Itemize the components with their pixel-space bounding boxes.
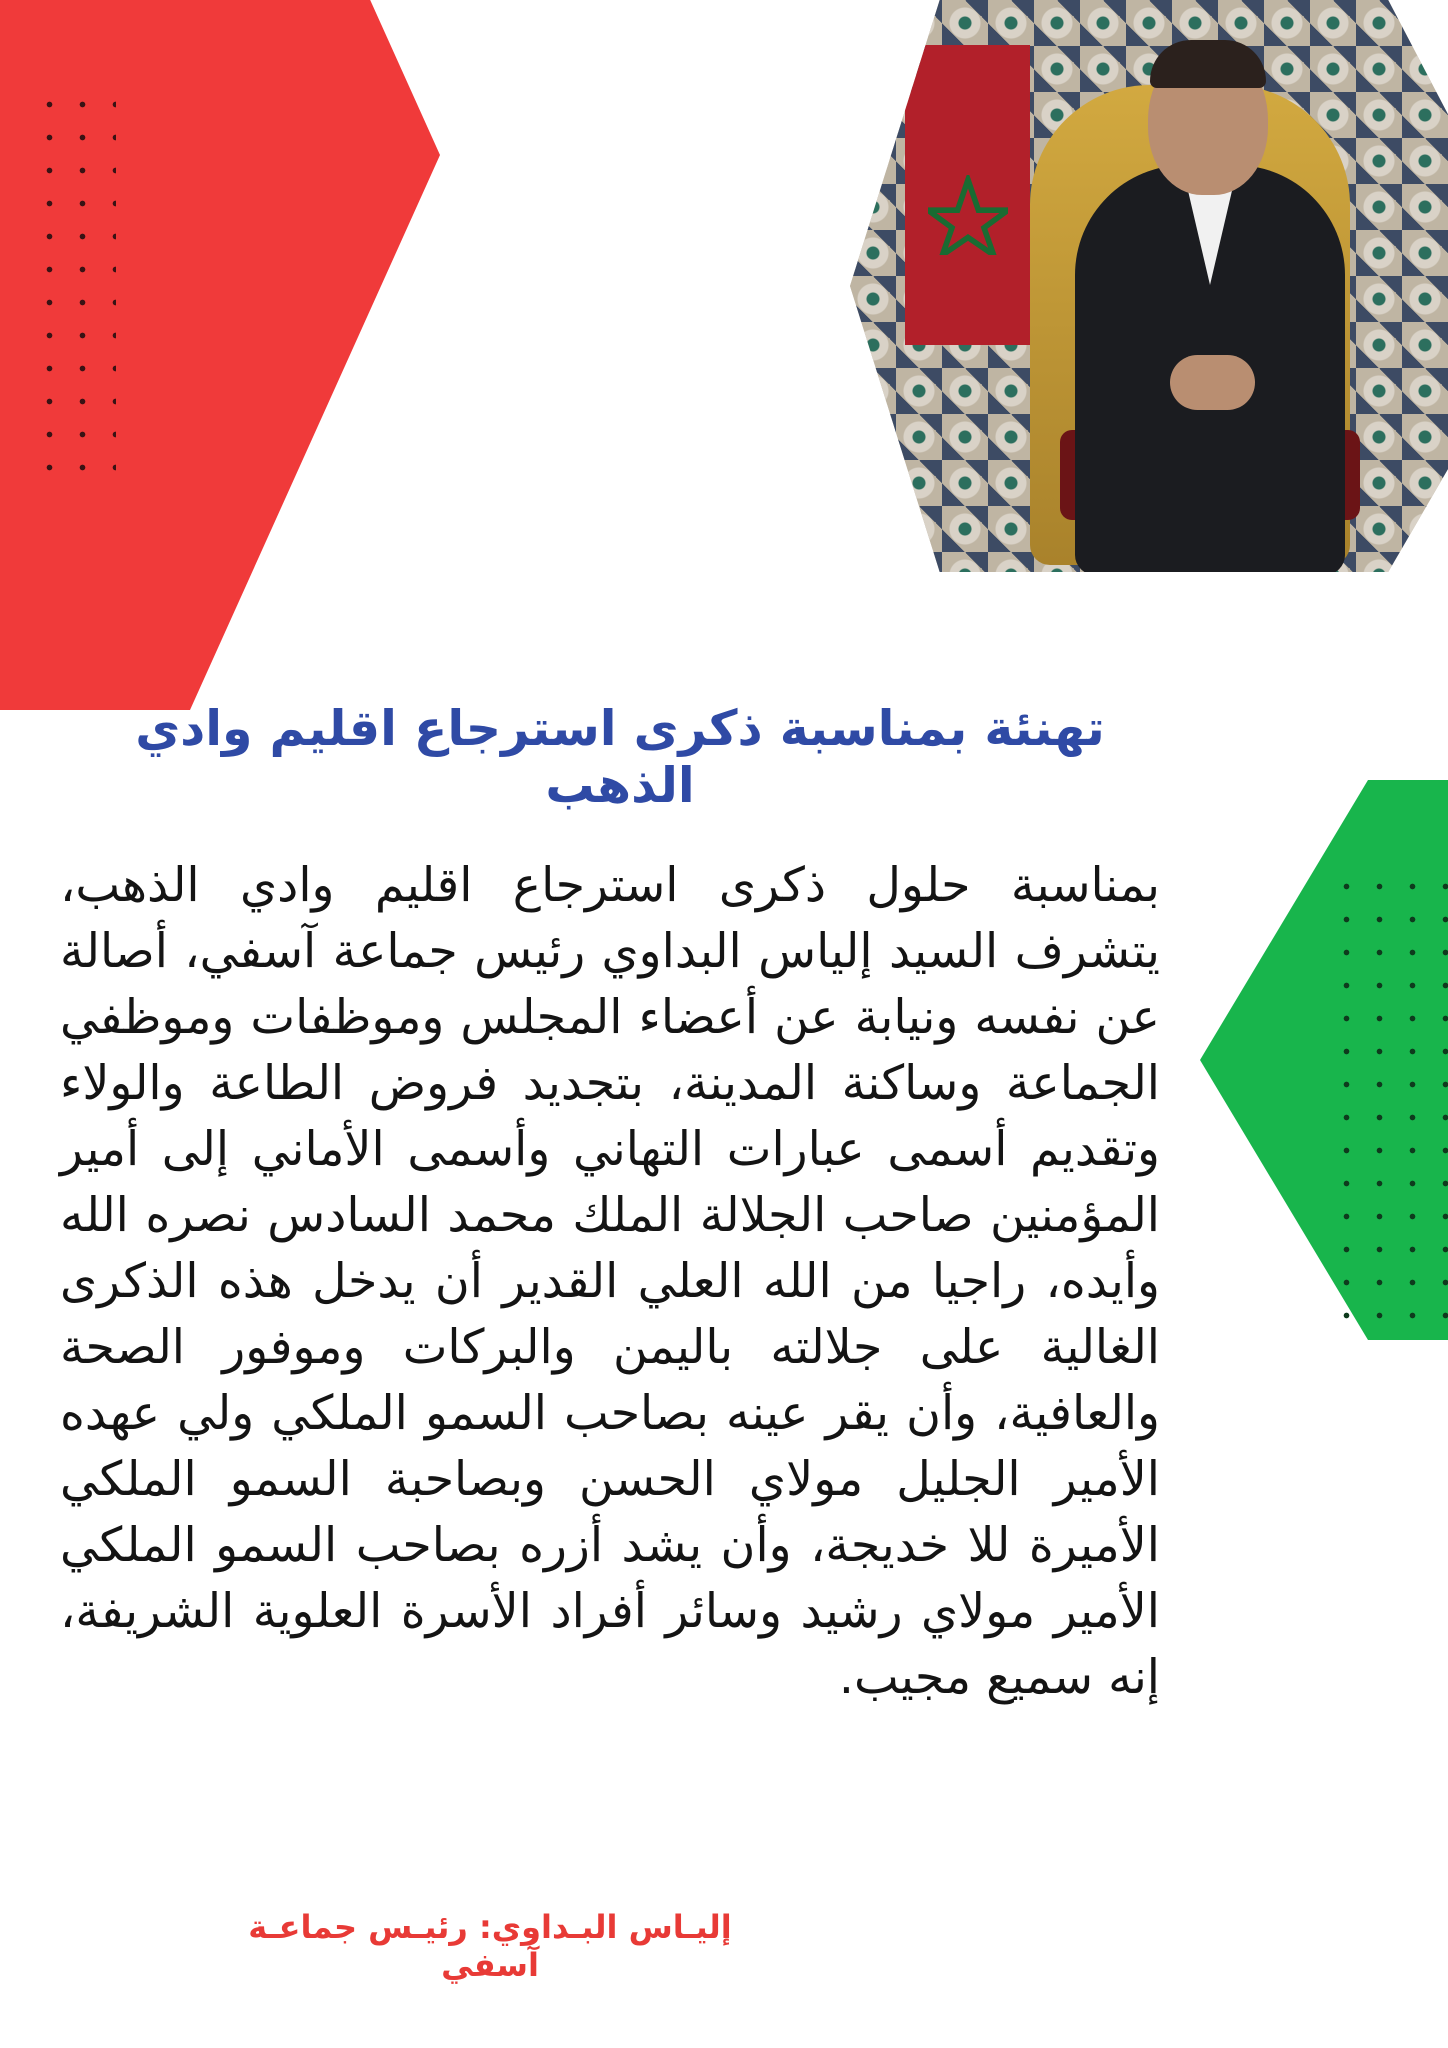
flag-star-icon [928,175,1008,255]
portrait-photo [850,0,1448,572]
red-dot-grid-decoration [33,88,116,480]
person-hair [1150,40,1266,88]
green-dot-grid-decoration [1330,870,1448,1330]
signature: إليـاس البـداوي: رئيـس جماعـة آسفي [248,1908,732,1984]
page-title: تهنئة بمناسبة ذكرى استرجاع اقليم وادي الذهب [135,700,1105,814]
message-body: بمناسبة حلول ذكرى استرجاع اقليم وادي الذهب، يتشرف السيد إلياس البداوي رئيس جماعة آسفي، أصالة عن نفسه ونيابة عن أعضاء المجلس وموظفات وموظفي الجماعة وساكنة المدينة، بتجديد فروض الطاعة والولاء وتقديم أسمى عبارات التهاني وأسمى الأماني إلى أمير المؤمنين صاحب الجلالة الملك محمد السادس نصره الله وأيده، راجيا من الله العلي القدير أن يدخل هذه الذكرى الغالية على جلالته باليمن والبركات وموفور الصحة والعافية، وأن يقر عينه بصاحب السمو الملكي ولي عهده الأمير الجليل مولاي الحسن وبصاحبة السمو الملكي الأميرة للا خديجة، وأن يشد أزره بصاحب السمو الملكي الأمير مولاي رشيد وسائر أفراد الأسرة العلوية الشريفة، إنه سميع مجيب. [60,858,1160,1705]
person-hands [1170,355,1255,410]
